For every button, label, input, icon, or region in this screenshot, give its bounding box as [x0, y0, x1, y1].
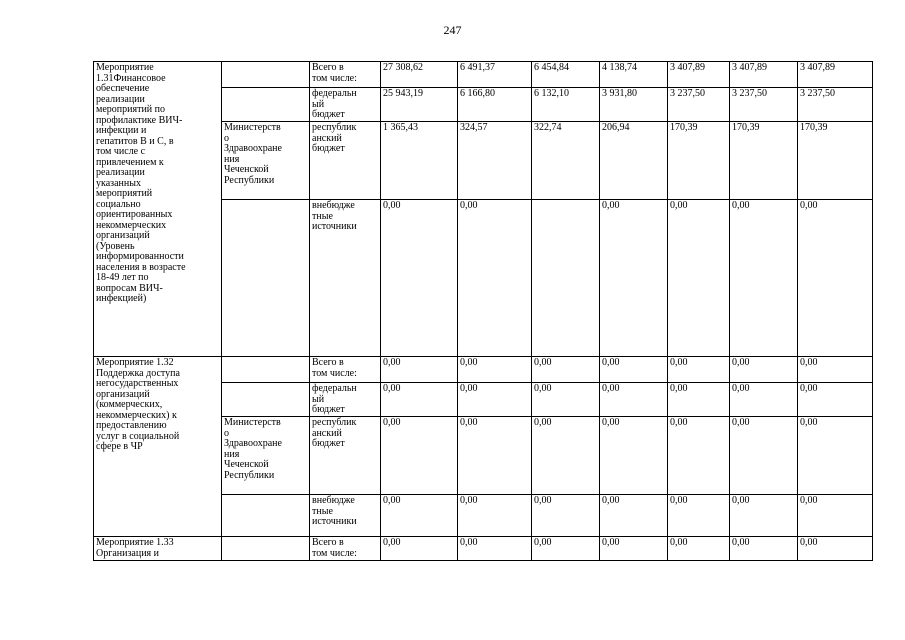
funding-source-cell: республик анский бюджет — [310, 417, 381, 495]
value-cell: 0,00 — [668, 383, 730, 417]
value-cell: 0,00 — [600, 200, 668, 357]
value-cell: 0,00 — [798, 200, 873, 357]
value-cell: 0,00 — [600, 383, 668, 417]
value-cell: 0,00 — [381, 495, 458, 537]
value-cell: 3 931,80 — [600, 88, 668, 122]
value-cell: 3 237,50 — [730, 88, 798, 122]
value-cell: 0,00 — [798, 383, 873, 417]
table-row — [94, 62, 873, 88]
value-cell: 0,00 — [730, 383, 798, 417]
page-number: 247 — [443, 23, 462, 37]
value-cell: 4 138,74 — [600, 62, 668, 88]
value-cell: 324,57 — [458, 122, 532, 200]
executor-cell — [222, 200, 310, 357]
value-cell: 6 166,80 — [458, 88, 532, 122]
value-cell: 170,39 — [730, 122, 798, 200]
executor-cell — [222, 537, 310, 561]
value-cell: 3 407,89 — [668, 62, 730, 88]
measure-name: Мероприятие 1.32 Поддержка доступа негосударственных организаций (коммерческих, некоммерческих) к предоставлению услуг в социальной сфере в ЧР — [94, 357, 222, 537]
value-cell: 0,00 — [600, 417, 668, 495]
funding-source-cell: Всего в том числе: — [310, 62, 381, 88]
value-cell: 0,00 — [798, 495, 873, 537]
executor-cell: Министерств о Здравоохране ния Чеченской Республики — [222, 417, 310, 495]
value-cell: 206,94 — [600, 122, 668, 200]
value-cell: 0,00 — [668, 417, 730, 495]
executor-cell: Министерств о Здравоохране ния Чеченской Республики — [222, 122, 310, 200]
value-cell: 0,00 — [730, 495, 798, 537]
measure-name: Мероприятие 1.33 Организация и — [94, 537, 222, 561]
funding-source-cell: внебюдже тные источники — [310, 495, 381, 537]
executor-cell — [222, 62, 310, 88]
executor-cell — [222, 88, 310, 122]
value-cell: 0,00 — [458, 417, 532, 495]
value-cell: 25 943,19 — [381, 88, 458, 122]
executor-cell — [222, 357, 310, 383]
value-cell: 1 365,43 — [381, 122, 458, 200]
value-cell: 0,00 — [730, 537, 798, 561]
value-cell: 3 237,50 — [798, 88, 873, 122]
measure-name: Мероприятие 1.31Финансовое обеспечение реализации мероприятий по профилактике ВИЧ- инфекции и гепатитов В и С, в том числе с привлечением к реализации указанных мероприятий социально ориентированных некоммерческих организаций (Уровень информированности населения в возрасте 18-49 лет по вопросам ВИЧ- инфекцией) — [94, 62, 222, 357]
value-cell: 0,00 — [381, 537, 458, 561]
budget-table — [93, 61, 873, 561]
value-cell: 27 308,62 — [381, 62, 458, 88]
value-cell: 0,00 — [381, 357, 458, 383]
value-cell: 0,00 — [458, 200, 532, 357]
value-cell: 0,00 — [600, 357, 668, 383]
value-cell: 0,00 — [600, 537, 668, 561]
value-cell: 322,74 — [532, 122, 600, 200]
value-cell: 0,00 — [730, 417, 798, 495]
value-cell: 3 407,89 — [730, 62, 798, 88]
table-row — [94, 357, 873, 383]
value-cell: 0,00 — [798, 357, 873, 383]
table-row — [94, 537, 873, 561]
value-cell: 0,00 — [532, 383, 600, 417]
value-cell: 0,00 — [532, 357, 600, 383]
value-cell: 0,00 — [458, 537, 532, 561]
executor-cell — [222, 383, 310, 417]
value-cell: 0,00 — [381, 200, 458, 357]
value-cell: 0,00 — [532, 537, 600, 561]
funding-source-cell: федеральн ый бюджет — [310, 88, 381, 122]
funding-source-cell: Всего в том числе: — [310, 537, 381, 561]
value-cell: 0,00 — [600, 495, 668, 537]
value-cell: 0,00 — [668, 537, 730, 561]
value-cell: 0,00 — [458, 383, 532, 417]
value-cell: 0,00 — [458, 357, 532, 383]
funding-source-cell: республик анский бюджет — [310, 122, 381, 200]
value-cell: 0,00 — [668, 495, 730, 537]
value-cell: 0,00 — [798, 537, 873, 561]
value-cell: 0,00 — [381, 417, 458, 495]
value-cell: 0,00 — [532, 417, 600, 495]
value-cell — [532, 200, 600, 357]
value-cell: 170,39 — [798, 122, 873, 200]
funding-source-cell: внебюдже тные источники — [310, 200, 381, 357]
value-cell: 6 454,84 — [532, 62, 600, 88]
value-cell: 3 237,50 — [668, 88, 730, 122]
funding-source-cell: федеральн ый бюджет — [310, 383, 381, 417]
value-cell: 0,00 — [668, 200, 730, 357]
value-cell: 0,00 — [532, 495, 600, 537]
value-cell: 6 491,37 — [458, 62, 532, 88]
value-cell: 0,00 — [730, 357, 798, 383]
funding-source-cell: Всего в том числе: — [310, 357, 381, 383]
value-cell: 0,00 — [798, 417, 873, 495]
value-cell: 170,39 — [668, 122, 730, 200]
executor-cell — [222, 495, 310, 537]
value-cell: 0,00 — [381, 383, 458, 417]
value-cell: 0,00 — [458, 495, 532, 537]
value-cell: 3 407,89 — [798, 62, 873, 88]
value-cell: 0,00 — [668, 357, 730, 383]
value-cell: 6 132,10 — [532, 88, 600, 122]
value-cell: 0,00 — [730, 200, 798, 357]
